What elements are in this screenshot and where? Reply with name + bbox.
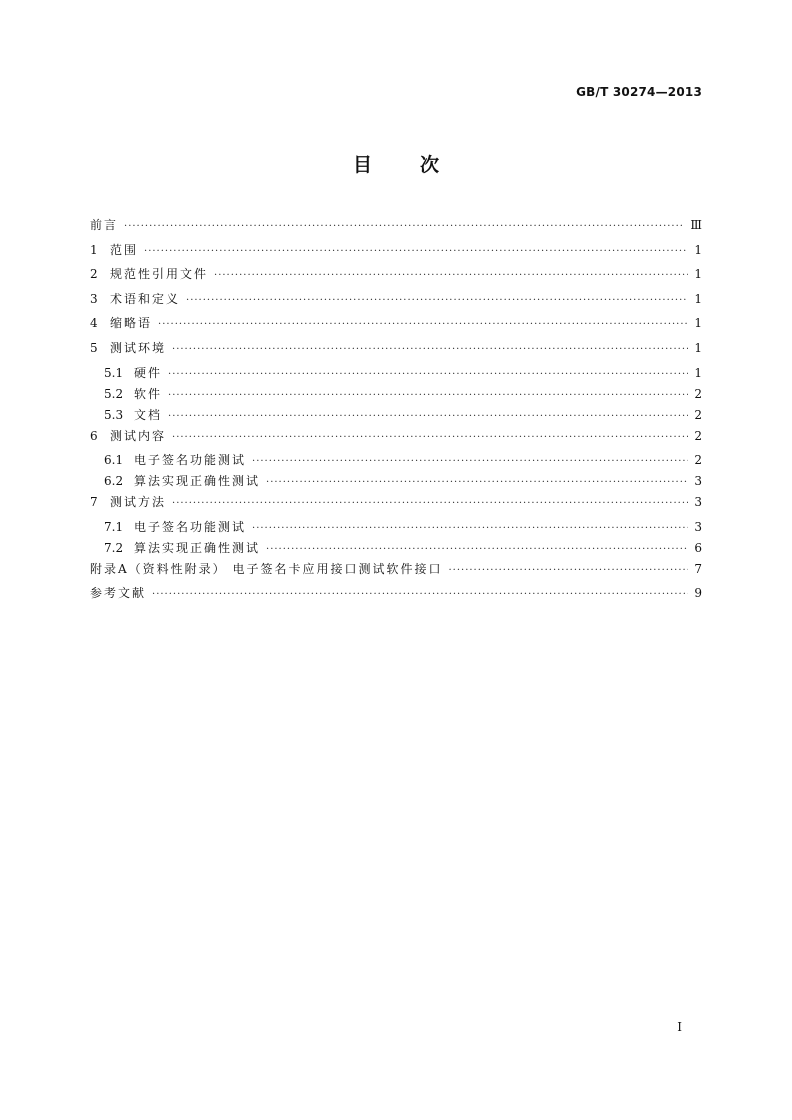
- toc-entry[interactable]: [90, 451, 702, 472]
- dot-leader: [252, 523, 688, 534]
- toc-entry-title: 参考文献: [90, 586, 147, 601]
- toc-entry-title: 电子签名功能测试: [134, 453, 247, 468]
- toc-entry-page: 7: [694, 561, 702, 576]
- toc-entry-number: 5.2: [104, 386, 124, 401]
- toc-entry[interactable]: [90, 539, 702, 560]
- toc-entry[interactable]: [90, 364, 702, 385]
- toc-entry-number: 3: [90, 291, 98, 306]
- toc-entry-number: 2: [90, 267, 98, 282]
- toc-entry[interactable]: [90, 216, 702, 241]
- toc-entry-title: 算法实现正确性测试: [134, 540, 261, 555]
- toc-entry-page: 1: [694, 340, 702, 355]
- toc-entry-number: 4: [90, 316, 98, 331]
- toc-entry[interactable]: [90, 339, 702, 364]
- dot-leader: [158, 319, 688, 330]
- toc-entry[interactable]: [90, 493, 702, 518]
- toc-entry-page: 2: [694, 407, 702, 422]
- dot-leader: [172, 498, 688, 509]
- dot-leader: [214, 270, 688, 281]
- toc-entry-page: 3: [694, 519, 702, 534]
- toc-entry-number: 5: [90, 340, 98, 355]
- toc-entry-page: 9: [694, 586, 702, 601]
- toc-entry-number: 6: [90, 428, 98, 443]
- toc-entry[interactable]: [90, 314, 702, 339]
- toc-entry-number: 5.3: [104, 407, 124, 422]
- toc-entry-number: 7.2: [104, 540, 124, 555]
- dot-leader: [172, 432, 688, 443]
- dot-leader: [266, 544, 688, 555]
- toc-entry[interactable]: [90, 560, 702, 585]
- page-number: I: [677, 1020, 682, 1034]
- toc-entry-page: Ⅲ: [690, 218, 702, 232]
- toc-entry-title: 测试方法: [110, 495, 167, 510]
- toc-entry-number: 6.2: [104, 474, 124, 489]
- dot-leader: [168, 390, 688, 401]
- toc-entry-page: 2: [694, 428, 702, 443]
- toc-entry-title: 测试内容: [110, 428, 167, 443]
- dot-leader: [252, 456, 688, 467]
- toc-entry-title: 术语和定义: [110, 291, 181, 306]
- toc-entry-page: 1: [694, 316, 702, 331]
- dot-leader: [152, 589, 688, 600]
- toc-entry-title: 测试环境: [110, 340, 167, 355]
- toc-title: [0, 150, 792, 177]
- toc-entry-page: 3: [694, 495, 702, 510]
- toc-entry-title: 缩略语: [110, 316, 153, 331]
- toc-entry-title: 文档: [134, 407, 163, 422]
- dot-leader: [168, 411, 688, 422]
- toc-entry-page: 2: [694, 453, 702, 468]
- toc-entry-page: 2: [694, 386, 702, 401]
- dot-leader: [124, 221, 684, 232]
- toc-entry[interactable]: [90, 518, 702, 539]
- toc-entry-number: 7.1: [104, 519, 124, 534]
- dot-leader: [186, 295, 688, 306]
- dot-leader: [448, 565, 688, 576]
- toc-entry-page: 1: [694, 365, 702, 380]
- toc-entry[interactable]: [90, 472, 702, 493]
- toc-entry[interactable]: [90, 584, 702, 609]
- toc-entry-title: 附录A（资料性附录） 电子签名卡应用接口测试软件接口: [90, 561, 443, 576]
- toc-entry[interactable]: [90, 406, 702, 427]
- toc-entry-title: 前言: [90, 218, 119, 232]
- toc-entry[interactable]: [90, 241, 702, 266]
- dot-leader: [144, 246, 688, 257]
- toc-entry-title: 范围: [110, 242, 139, 257]
- toc-entry-page: 3: [694, 474, 702, 489]
- toc-entry-number: 5.1: [104, 365, 124, 380]
- dot-leader: [266, 477, 688, 488]
- toc-entry-title: 硬件: [134, 365, 163, 380]
- toc-entry[interactable]: [90, 265, 702, 290]
- toc-entry-page: 1: [694, 291, 702, 306]
- toc-title-part1: 目: [352, 154, 372, 176]
- toc-entry-page: 6: [694, 540, 702, 555]
- toc-entry[interactable]: [90, 427, 702, 452]
- toc-title-part2: 次: [420, 154, 440, 176]
- toc-entry-title: 规范性引用文件: [110, 267, 209, 282]
- toc-entry[interactable]: [90, 290, 702, 315]
- toc-entry-title: 算法实现正确性测试: [134, 474, 261, 489]
- table-of-contents: [90, 216, 702, 609]
- toc-entry-number: 6.1: [104, 453, 124, 468]
- toc-entry-number: 1: [90, 242, 98, 257]
- dot-leader: [172, 344, 688, 355]
- standard-number: GB/T 30274—2013: [576, 85, 702, 99]
- toc-entry-title: 软件: [134, 386, 163, 401]
- dot-leader: [168, 369, 688, 380]
- toc-entry-title: 电子签名功能测试: [134, 519, 247, 534]
- toc-entry-page: 1: [694, 242, 702, 257]
- toc-entry-page: 1: [694, 267, 702, 282]
- toc-entry[interactable]: [90, 385, 702, 406]
- toc-entry-number: 7: [90, 495, 98, 510]
